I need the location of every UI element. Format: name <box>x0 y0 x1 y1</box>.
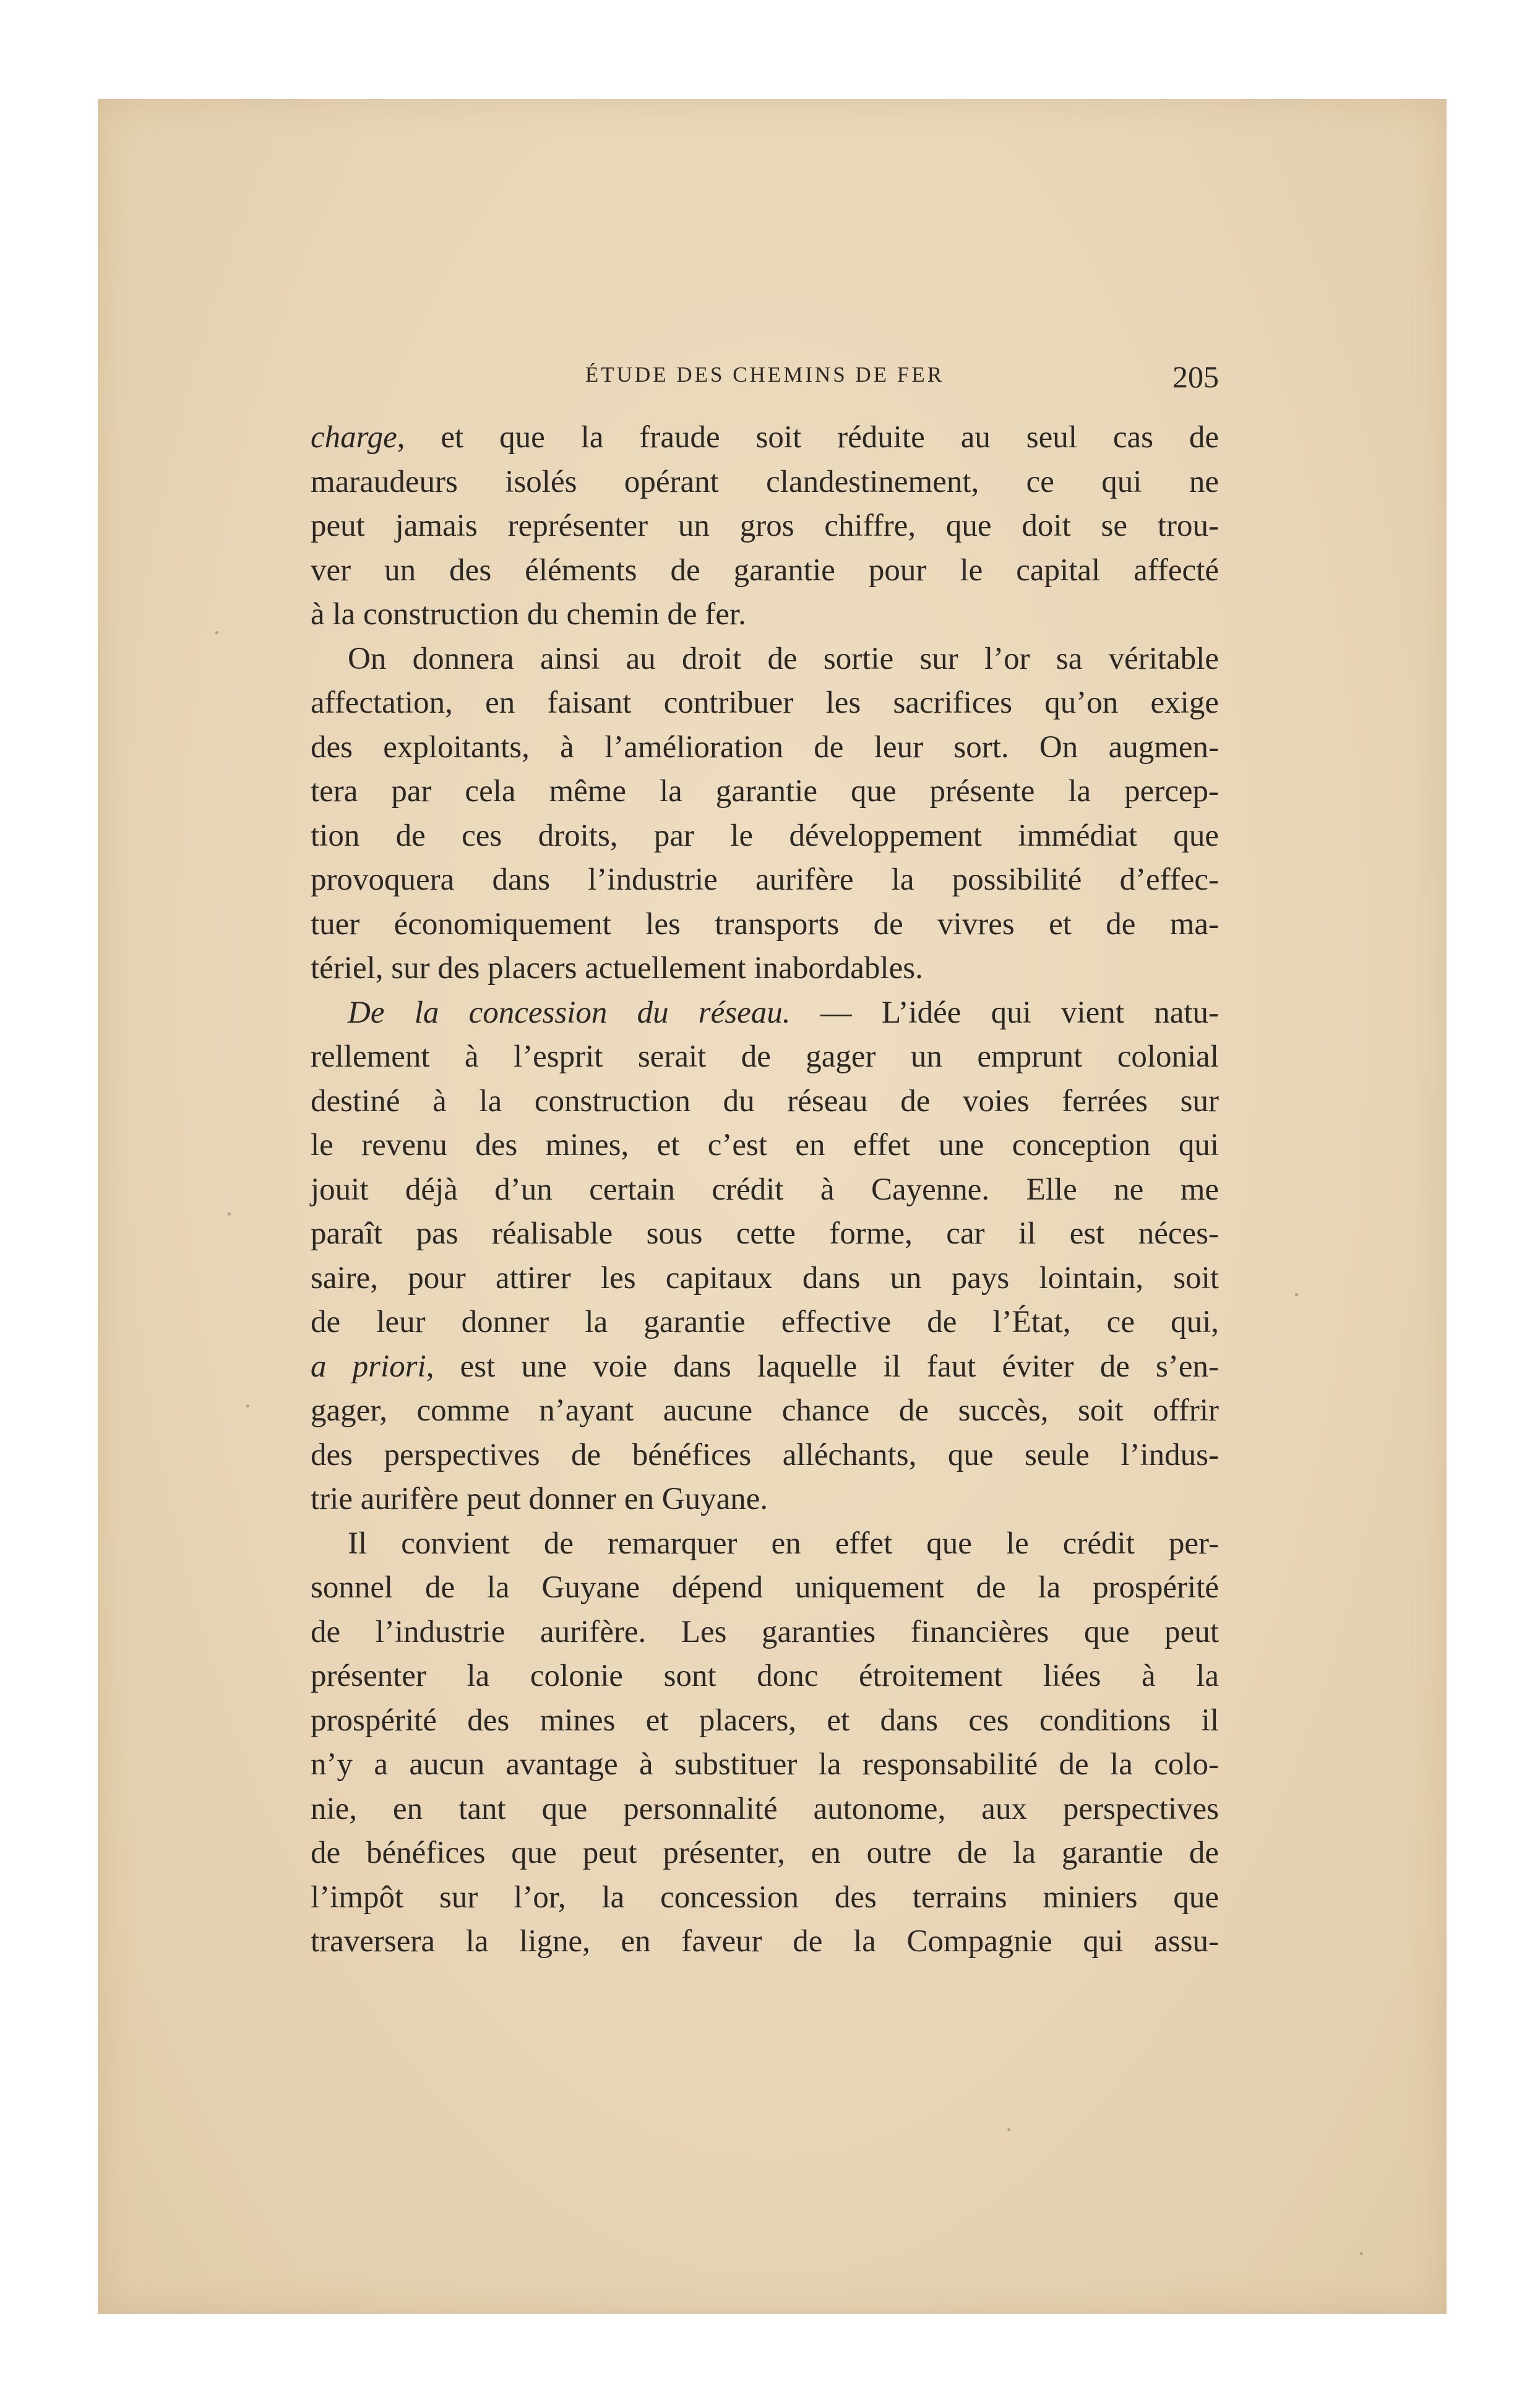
text-line <box>311 858 1219 903</box>
text-run: de l’industrie aurifère. Les garanties financières que peut <box>311 1614 1219 1649</box>
text-line <box>311 1212 1219 1257</box>
text-run: jouit déjà d’un certain crédit à Cayenne. Elle ne me <box>311 1172 1219 1207</box>
text-line <box>311 1124 1219 1168</box>
text-run: paraît pas réalisable sous cette forme, car il est néces- <box>311 1216 1219 1251</box>
text-line <box>311 1168 1219 1213</box>
text-run: provoquera dans l’industrie aurifère la possibilité d’effec- <box>311 862 1219 897</box>
italic-text: charge <box>311 420 397 455</box>
text-line <box>311 1566 1219 1610</box>
text-line <box>311 1300 1219 1345</box>
text-line <box>311 1699 1219 1743</box>
paper-speck <box>246 1404 249 1407</box>
text-line <box>311 1610 1219 1655</box>
text-line <box>311 814 1219 859</box>
text-run: tion de ces droits, par le développement immédiat que <box>311 818 1219 853</box>
text-run: On donnera ainsi au droit de sortie sur l’or sa véritable <box>348 641 1219 676</box>
text-line <box>311 1920 1219 1964</box>
paper-speck <box>228 1213 231 1216</box>
text-line <box>311 1831 1219 1876</box>
page-number: 205 <box>1172 359 1219 394</box>
text-line <box>311 1257 1219 1301</box>
text-line <box>311 1654 1219 1699</box>
text-line <box>311 1743 1219 1787</box>
text-run: de leur donner la garantie effective de l’État, ce qui, <box>311 1305 1219 1339</box>
text-line <box>311 549 1219 593</box>
body-text <box>311 416 1219 1964</box>
text-line <box>311 1035 1219 1080</box>
text-line <box>311 460 1219 505</box>
text-run: saire, pour attirer les capitaux dans un pays lointain, soit <box>311 1260 1219 1295</box>
text-line <box>311 1433 1219 1478</box>
text-line <box>311 1522 1219 1566</box>
text-run: sonnel de la Guyane dépend uniquement de la prospérité <box>311 1570 1219 1605</box>
text-run: peut jamais représenter un gros chiffre, que doit se trou- <box>311 509 1219 543</box>
paper-speck <box>215 631 218 634</box>
paper-speck <box>1360 2252 1363 2255</box>
text-run: trie aurifère peut donner en Guyane. <box>311 1482 768 1516</box>
text-run: — L’idée qui vient natu- <box>790 995 1219 1030</box>
text-run: des exploitants, à l’amélioration de leur sort. On augmen- <box>311 729 1219 765</box>
text-run: à la construction du chemin de fer. <box>311 597 746 632</box>
running-header <box>311 359 1219 396</box>
text-line <box>311 770 1219 814</box>
text-run: de bénéfices que peut présenter, en outre de la garantie de <box>311 1836 1219 1870</box>
text-run: présenter la colonie sont donc étroitement liées à la <box>311 1659 1219 1693</box>
text-run: des perspectives de bénéfices alléchants, que seule l’indus- <box>311 1437 1219 1472</box>
text-line <box>311 1477 1219 1522</box>
text-run: destiné à la construction du réseau de voies ferrées sur <box>311 1083 1219 1119</box>
text-line <box>311 1389 1219 1433</box>
text-line <box>311 637 1219 682</box>
text-line <box>311 416 1219 460</box>
text-run: l’impôt sur l’or, la concession des terrains miniers que <box>311 1880 1219 1915</box>
text-line <box>311 903 1219 947</box>
italic-text: De la concession du réseau. <box>348 995 791 1030</box>
text-run: gager, comme n’ayant aucune chance de succès, soit offrir <box>311 1393 1219 1428</box>
text-run: rellement à l’esprit serait de gager un emprunt colonial <box>311 1039 1219 1074</box>
text-line <box>311 593 1219 637</box>
text-run: tera par cela même la garantie que présente la percep- <box>311 774 1219 809</box>
text-line <box>311 1787 1219 1832</box>
text-run: , et que la fraude soit réduite au seul cas de <box>397 420 1219 455</box>
text-run: traversera la ligne, en faveur de la Compagnie qui assu- <box>311 1924 1219 1959</box>
text-run: le revenu des mines, et c’est en effet une conception qui <box>311 1128 1219 1162</box>
text-line <box>311 1876 1219 1920</box>
paper-speck <box>1295 1293 1298 1296</box>
text-line <box>311 1080 1219 1124</box>
text-run: tuer économiquement les transports de vivres et de ma- <box>311 906 1219 942</box>
text-run: prospérité des mines et placers, et dans ces conditions il <box>311 1703 1219 1738</box>
text-line <box>311 504 1219 549</box>
running-title: ÉTUDE DES CHEMINS DE FER <box>585 363 945 387</box>
text-line <box>311 726 1219 770</box>
text-line <box>311 947 1219 991</box>
text-run: ver un des éléments de garantie pour le capital affecté <box>311 552 1219 588</box>
text-run: affectation, en faisant contribuer les sacrifices qu’on exige <box>311 685 1219 720</box>
text-run: n’y a aucun avantage à substituer la responsabilité de la colo- <box>311 1747 1219 1782</box>
text-line <box>311 1345 1219 1390</box>
text-run: nie, en tant que personnalité autonome, aux perspectives <box>311 1791 1219 1826</box>
text-line <box>311 991 1219 1036</box>
text-run: maraudeurs isolés opérant clandestinement, ce qui ne <box>311 464 1219 499</box>
text-run: tériel, sur des placers actuellement inabordables. <box>311 951 923 986</box>
italic-text: a priori <box>311 1349 426 1384</box>
text-run: Il convient de remarquer en effet que le crédit per- <box>348 1526 1219 1561</box>
paper-speck <box>1007 2128 1010 2131</box>
text-line <box>311 681 1219 726</box>
text-run: , est une voie dans laquelle il faut éviter de s’en- <box>426 1349 1219 1384</box>
